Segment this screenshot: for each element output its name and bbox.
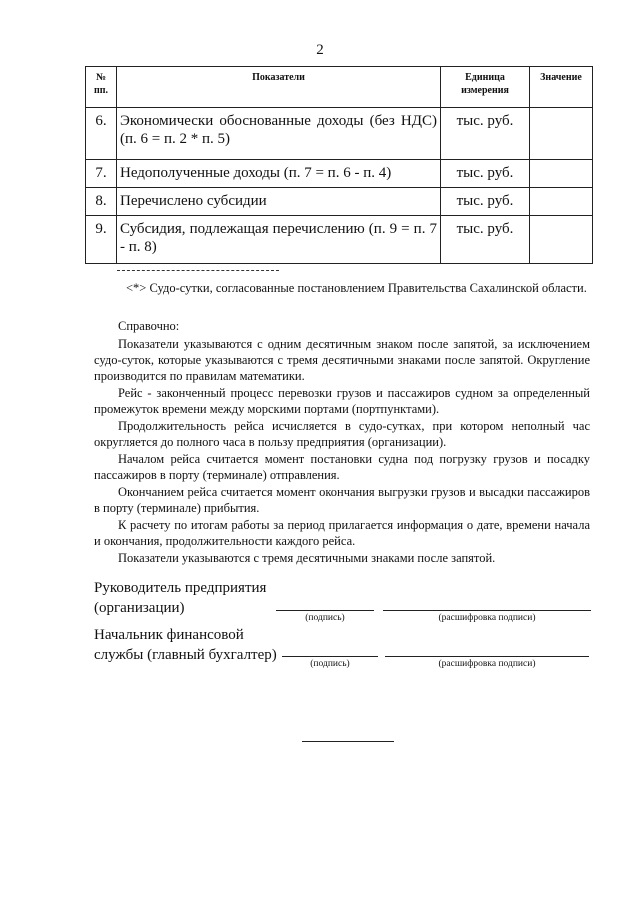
row-unit: тыс. руб. bbox=[441, 108, 530, 160]
row-indicator: Недополученные доходы (п. 7 = п. 6 - п. 4) bbox=[117, 160, 441, 188]
table-header-row bbox=[86, 67, 593, 108]
notes-heading: Справочно: bbox=[118, 319, 180, 333]
finance-decode-line bbox=[385, 656, 589, 657]
head-signature-line bbox=[276, 610, 374, 611]
indicators-table bbox=[85, 66, 593, 264]
row-value bbox=[530, 160, 593, 188]
row-indicator: Перечислено субсидии bbox=[117, 188, 441, 216]
finance-signature-line bbox=[282, 656, 378, 657]
notes-paragraph: Началом рейса считается момент постановки судна под погрузку грузов и посадку пассажиров в порту (терминале) отправления. bbox=[94, 452, 590, 482]
head-signature-title bbox=[94, 578, 266, 618]
col-header-unit: Единица измерения bbox=[441, 67, 530, 108]
row-num: 7. bbox=[86, 160, 117, 188]
col-header-num: № пп. bbox=[86, 67, 117, 108]
finance-decode-caption: (расшифровка подписи) bbox=[438, 659, 536, 669]
col-header-indicator: Показатели bbox=[117, 67, 441, 108]
page-number: 2 bbox=[316, 42, 324, 58]
table-row bbox=[86, 216, 593, 264]
reference-notes bbox=[94, 318, 590, 567]
finance-title-line2: службы (главный бухгалтер) bbox=[94, 647, 277, 663]
row-num: 6. bbox=[86, 108, 117, 160]
head-title-line1: Руководитель предприятия bbox=[94, 580, 267, 596]
table-row bbox=[86, 108, 593, 160]
notes-paragraph: Продолжительность рейса исчисляется в судо-сутках, при котором неполный час округляется до полного часа в пользу предприятия (организации). bbox=[94, 419, 590, 449]
footnote: <*> Судо-сутки, согласованные постановлением Правительства Сахалинской области. bbox=[126, 281, 587, 295]
notes-paragraph: Показатели указываются с одним десятичным знаком после запятой, за исключением судо-суток, которые указываются с тремя десятичными знаками после запятой. Округление производится по правилам математики. bbox=[94, 337, 590, 383]
row-num: 8. bbox=[86, 188, 117, 216]
row-value bbox=[530, 188, 593, 216]
footnote-divider bbox=[117, 270, 279, 271]
col-header-value: Значение bbox=[530, 67, 593, 108]
notes-paragraph: Окончанием рейса считается момент окончания выгрузки грузов и высадки пассажиров в порту (терминале) прибытия. bbox=[94, 485, 590, 515]
row-unit: тыс. руб. bbox=[441, 216, 530, 264]
row-num: 9. bbox=[86, 216, 117, 264]
table-row bbox=[86, 160, 593, 188]
finance-signature-title bbox=[94, 625, 277, 665]
notes-paragraph: К расчету по итогам работы за период прилагается информация о дате, времени начала и окончания, продолжительности каждого рейса. bbox=[94, 518, 590, 548]
row-value bbox=[530, 108, 593, 160]
finance-title-line1: Начальник финансовой bbox=[94, 627, 244, 643]
row-value bbox=[530, 216, 593, 264]
row-unit: тыс. руб. bbox=[441, 188, 530, 216]
head-title-line2: (организации) bbox=[94, 600, 185, 616]
head-decode-line bbox=[383, 610, 591, 611]
table-row bbox=[86, 188, 593, 216]
row-indicator: Субсидия, подлежащая перечислению (п. 9 = п. 7 - п. 8) bbox=[117, 216, 441, 264]
notes-paragraph: Показатели указываются с тремя десятичными знаками после запятой. bbox=[118, 551, 496, 565]
document-end-line bbox=[302, 741, 394, 742]
head-decode-caption: (расшифровка подписи) bbox=[438, 613, 536, 623]
row-indicator: Экономически обоснованные доходы (без НДС) (п. 6 = п. 2 * п. 5) bbox=[117, 108, 441, 160]
row-unit: тыс. руб. bbox=[441, 160, 530, 188]
head-sign-caption: (подпись) bbox=[305, 613, 345, 623]
finance-sign-caption: (подпись) bbox=[310, 659, 350, 669]
notes-paragraph: Рейс - законченный процесс перевозки грузов и пассажиров судном за определенный промежуток времени между морскими портами (портпунктами). bbox=[94, 386, 590, 416]
